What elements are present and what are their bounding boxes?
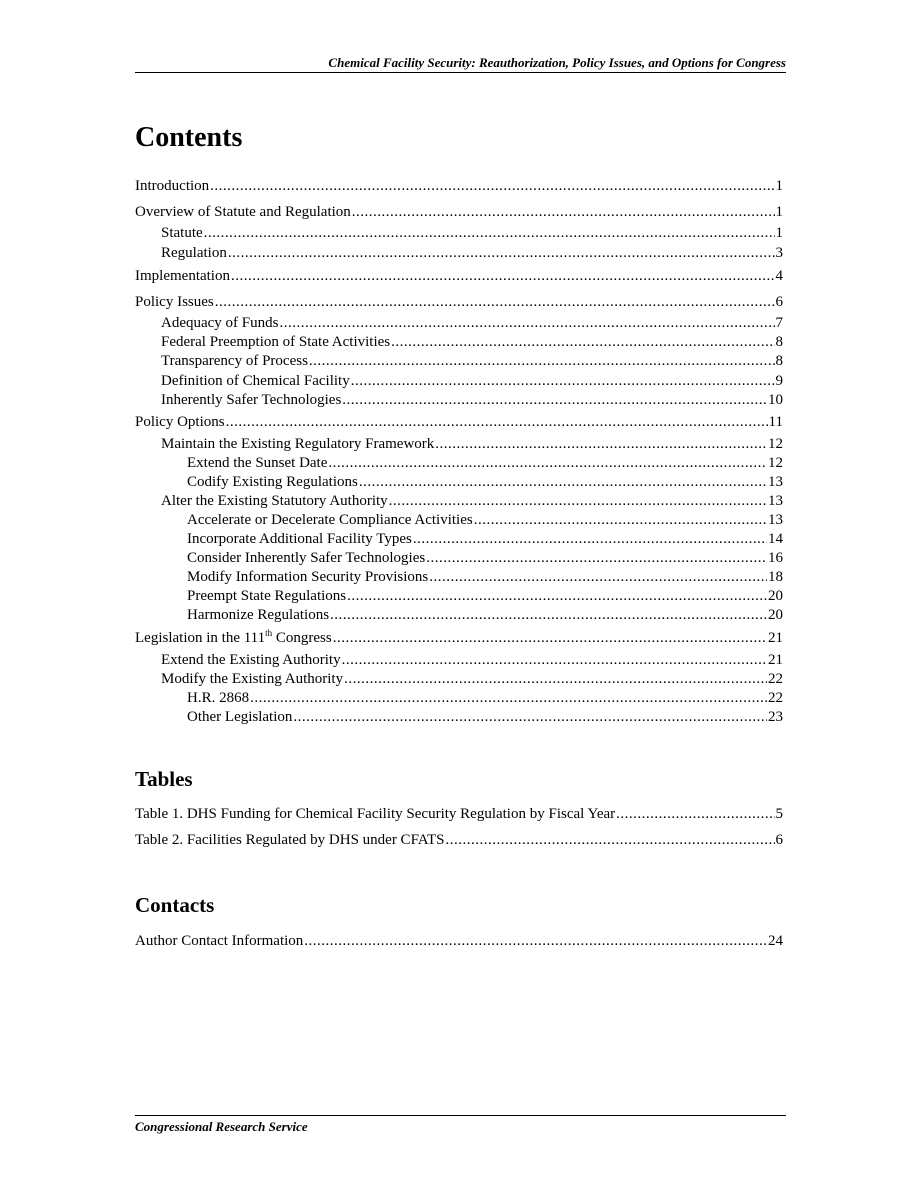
toc-entry-page: 10 — [768, 392, 783, 408]
toc-entry[interactable] — [161, 492, 783, 511]
toc-entry-title: Introduction — [135, 178, 210, 194]
toc-entry-title: Consider Inherently Safer Technologies — [187, 550, 426, 566]
table-entry-page: 5 — [775, 806, 783, 822]
dot-leader — [215, 293, 775, 312]
toc-entry-title: Harmonize Regulations — [187, 607, 330, 623]
toc-entry-page: 13 — [768, 493, 783, 509]
dot-leader — [429, 568, 767, 587]
toc-entry[interactable] — [161, 224, 783, 243]
running-footer: Congressional Research Service — [135, 1119, 308, 1134]
toc-entry-title: Maintain the Existing Regulatory Framework — [161, 436, 435, 452]
dot-leader — [328, 454, 767, 473]
contact-list-entry[interactable] — [135, 932, 783, 951]
toc-entry-page: 16 — [768, 550, 783, 566]
dot-leader — [391, 333, 774, 352]
toc-entry-page: 20 — [768, 607, 783, 623]
dot-leader — [389, 492, 767, 511]
contents-heading: Contents — [135, 122, 243, 153]
toc-entry-title — [135, 629, 332, 648]
toc-entry[interactable] — [187, 708, 783, 727]
toc-entry-title: Overview of Statute and Regulation — [135, 204, 351, 220]
toc-entry-title: Policy Issues — [135, 294, 214, 310]
toc-entry[interactable] — [187, 568, 783, 587]
toc-entry[interactable] — [187, 473, 783, 492]
dot-leader — [342, 651, 767, 670]
toc-entry-page: 3 — [775, 245, 783, 261]
toc-entry-page: 1 — [775, 225, 783, 241]
toc-entry[interactable] — [187, 549, 783, 568]
dot-leader — [445, 831, 774, 850]
contacts-heading: Contacts — [135, 893, 215, 917]
dot-leader — [231, 267, 775, 286]
dot-leader — [342, 391, 767, 410]
toc-entry-page: 22 — [768, 690, 783, 706]
footer-rule — [135, 1115, 786, 1116]
toc-entry[interactable] — [135, 629, 783, 648]
toc-entry-title: Adequacy of Funds — [161, 315, 279, 331]
toc-entry[interactable] — [161, 314, 783, 333]
toc-entry-title: Federal Preemption of State Activities — [161, 334, 391, 350]
running-header: Chemical Facility Security: Reauthorization, Policy Issues, and Options for Congress — [328, 55, 786, 70]
toc-entry[interactable] — [161, 391, 783, 410]
toc-entry-title: Inherently Safer Technologies — [161, 392, 342, 408]
dot-leader — [304, 932, 767, 951]
dot-leader — [309, 352, 775, 371]
toc-entry[interactable] — [161, 244, 783, 263]
ordinal-suffix: th — [265, 628, 273, 638]
toc-entry[interactable] — [187, 606, 783, 625]
dot-leader — [352, 203, 775, 222]
dot-leader — [228, 244, 775, 263]
toc-entry-page: 21 — [768, 630, 783, 646]
toc-entry-title: Modify the Existing Authority — [161, 671, 344, 687]
toc-entry[interactable] — [135, 203, 783, 222]
dot-leader — [226, 413, 768, 432]
dot-leader — [359, 473, 767, 492]
toc-entry-title: Other Legislation — [187, 709, 293, 725]
dot-leader — [351, 372, 775, 391]
table-list-entry[interactable] — [135, 831, 783, 850]
toc-entry-page: 20 — [768, 588, 783, 604]
dot-leader — [330, 606, 767, 625]
toc-entry-title: Incorporate Additional Facility Types — [187, 531, 412, 547]
toc-entry[interactable] — [187, 587, 783, 606]
toc-entry-title: Policy Options — [135, 414, 225, 430]
toc-entry-page: 18 — [768, 569, 783, 585]
toc-entry[interactable] — [161, 670, 783, 689]
toc-entry-title-suffix: Congress — [272, 630, 332, 646]
toc-entry-page: 23 — [768, 709, 783, 725]
toc-entry-page: 11 — [768, 414, 783, 430]
toc-entry[interactable] — [187, 511, 783, 530]
table-entry-page: 6 — [775, 832, 783, 848]
dot-leader — [616, 805, 774, 824]
toc-entry-page: 13 — [768, 474, 783, 490]
toc-entry-page: 13 — [768, 512, 783, 528]
toc-entry-page: 8 — [775, 353, 783, 369]
dot-leader — [426, 549, 767, 568]
toc-entry-title: Transparency of Process — [161, 353, 308, 369]
toc-entry-title: Extend the Sunset Date — [187, 455, 328, 471]
toc-entry-title-prefix: Legislation in the 111 — [135, 630, 266, 646]
dot-leader — [333, 629, 767, 648]
toc-entry-title: Extend the Existing Authority — [161, 652, 341, 668]
toc-entry[interactable] — [161, 333, 783, 352]
toc-entry-title: Statute — [161, 225, 203, 241]
toc-entry-title: Codify Existing Regulations — [187, 474, 358, 490]
toc-entry-title: Definition of Chemical Facility — [161, 373, 350, 389]
toc-entry[interactable] — [135, 177, 783, 196]
dot-leader — [413, 530, 767, 549]
toc-entry[interactable] — [161, 651, 783, 670]
toc-entry-page: 6 — [775, 294, 783, 310]
dot-leader — [250, 689, 767, 708]
toc-entry-title: Implementation — [135, 268, 230, 284]
table-list-entry[interactable] — [135, 805, 783, 824]
dot-leader — [204, 224, 775, 243]
toc-entry-page: 8 — [775, 334, 783, 350]
toc-entry-page: 14 — [768, 531, 783, 547]
dot-leader — [347, 587, 767, 606]
toc-entry[interactable] — [135, 293, 783, 312]
toc-entry-title: Regulation — [161, 245, 227, 261]
toc-entry[interactable] — [135, 413, 783, 432]
toc-entry-page: 12 — [768, 455, 783, 471]
dot-leader — [293, 708, 767, 727]
dot-leader — [210, 177, 774, 196]
toc-entry-title: Preempt State Regulations — [187, 588, 347, 604]
tables-heading: Tables — [135, 767, 193, 791]
toc-entry-page: 4 — [775, 268, 783, 284]
dot-leader — [344, 670, 767, 689]
toc-entry-page: 12 — [768, 436, 783, 452]
toc-entry-page: 1 — [775, 204, 783, 220]
contact-entry-title: Author Contact Information — [135, 933, 304, 949]
toc-entry[interactable] — [187, 454, 783, 473]
toc-entry-title: H.R. 2868 — [187, 690, 250, 706]
toc-entry[interactable] — [187, 689, 783, 708]
contact-entry-page: 24 — [768, 933, 783, 949]
toc-entry[interactable] — [161, 352, 783, 371]
toc-entry-title: Alter the Existing Statutory Authority — [161, 493, 388, 509]
toc-entry[interactable] — [187, 530, 783, 549]
toc-entry[interactable] — [135, 267, 783, 286]
dot-leader — [279, 314, 774, 333]
toc-entry-title: Modify Information Security Provisions — [187, 569, 429, 585]
dot-leader — [474, 511, 767, 530]
header-rule — [135, 72, 786, 73]
toc-entry-page: 7 — [775, 315, 783, 331]
toc-entry-page: 1 — [775, 178, 783, 194]
toc-entry-page: 9 — [775, 373, 783, 389]
toc-entry[interactable] — [161, 435, 783, 454]
toc-entry[interactable] — [161, 372, 783, 391]
toc-entry-page: 21 — [768, 652, 783, 668]
table-entry-title: Table 2. Facilities Regulated by DHS under CFATS — [135, 832, 445, 848]
toc-entry-page: 22 — [768, 671, 783, 687]
table-entry-title: Table 1. DHS Funding for Chemical Facility Security Regulation by Fiscal Year — [135, 806, 616, 822]
dot-leader — [435, 435, 767, 454]
toc-entry-title: Accelerate or Decelerate Compliance Activities — [187, 512, 473, 528]
